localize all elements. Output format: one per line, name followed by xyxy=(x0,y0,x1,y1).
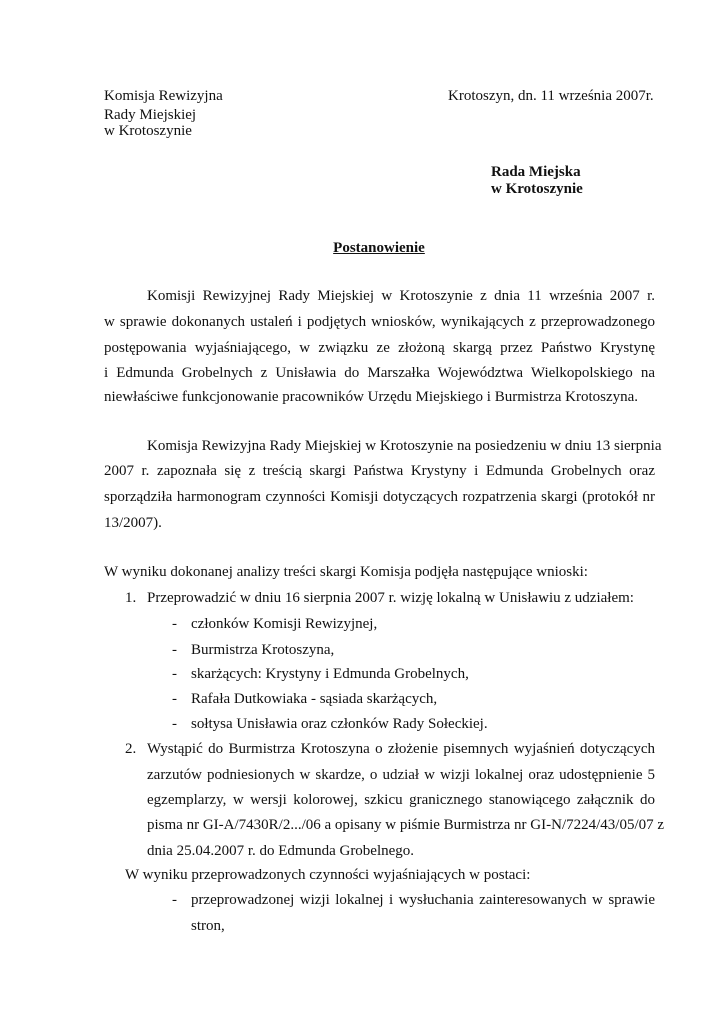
list-dash: - xyxy=(172,666,177,682)
conclusions-intro: W wyniku dokonanej analizy treści skargi Komisja podjęła następujące wnioski: xyxy=(104,564,588,580)
para1-line: i Edmunda Grobelnych z Unisławia do Marszałka Województwa Wielkopolskiego na xyxy=(104,365,655,381)
list-dash: - xyxy=(172,642,177,658)
item-2-line: Wystąpić do Burmistrza Krotoszyna o złożenie pisemnych wyjaśnień dotyczących xyxy=(147,741,655,757)
list-item: skarżących: Krystyny i Edmunda Grobelnych, xyxy=(191,666,469,682)
item-1-number: 1. xyxy=(125,590,137,606)
list-dash: - xyxy=(172,716,177,732)
para1-line: niewłaściwe funkcjonowanie pracowników Urzędu Miejskiego i Burmistrza Krotoszyna. xyxy=(104,389,639,405)
recipient-line-2: w Krotoszynie xyxy=(491,181,583,197)
item-2-number: 2. xyxy=(125,741,137,757)
para1-line: postępowania wyjaśniającego, w związku ze złożoną skargą przez Państwo Krystynę xyxy=(104,340,655,356)
item-2-line: zarzutów podniesionych w skardze, o udział w wizji lokalnej oraz udostępnienie 5 xyxy=(147,767,655,783)
item-2-line: egzemplarzy, w wersji kolorowej, szkicu granicznego stanowiącego załącznik do xyxy=(147,792,655,808)
para1-line: w sprawie dokonanych ustaleń i podjętych wniosków, wynikających z przeprowadzonego xyxy=(104,314,655,330)
list-dash: - xyxy=(172,616,177,632)
para1-line: Komisji Rewizyjnej Rady Miejskiej w Krotoszynie z dnia 11 września 2007 r. xyxy=(147,288,655,304)
results-line: stron, xyxy=(191,918,225,934)
list-dash: - xyxy=(172,691,177,707)
para2-line: 13/2007). xyxy=(104,515,162,531)
item-2-line: pisma nr GI-A/7430R/2.../06 a opisany w piśmie Burmistrza nr GI-N/7224/43/05/07 z xyxy=(147,817,665,833)
list-dash: - xyxy=(172,892,177,908)
list-item: Burmistrza Krotoszyna, xyxy=(191,642,335,658)
item-2-line: dnia 25.04.2007 r. do Edmunda Grobelnego. xyxy=(147,843,415,859)
sender-line-3: w Krotoszynie xyxy=(104,123,192,139)
item-1-text: Przeprowadzić w dniu 16 sierpnia 2007 r. wizję lokalną w Unisławiu z udziałem: xyxy=(147,590,634,606)
list-item: sołtysa Unisławia oraz członków Rady Sołeckiej. xyxy=(191,716,488,732)
para2-line: 2007 r. zapoznała się z treścią skargi Państwa Krystyny i Edmunda Grobelnych oraz xyxy=(104,463,655,479)
list-item: Rafała Dutkowiaka - sąsiada skarżących, xyxy=(191,691,438,707)
sender-line-1: Komisja Rewizyjna xyxy=(104,88,223,104)
list-item: członków Komisji Rewizyjnej, xyxy=(191,616,378,632)
para2-line: Komisja Rewizyjna Rady Miejskiej w Krotoszynie na posiedzeniu w dniu 13 sierpnia xyxy=(147,438,662,454)
document-title: Postanowienie xyxy=(333,240,425,256)
recipient-line-1: Rada Miejska xyxy=(491,164,581,180)
results-intro: W wyniku przeprowadzonych czynności wyjaśniających w postaci: xyxy=(125,867,531,883)
para2-line: sporządziła harmonogram czynności Komisji dotyczących rozpatrzenia skargi (protokół nr xyxy=(104,489,655,505)
results-line: przeprowadzonej wizji lokalnej i wysłuchania zainteresowanych w sprawie xyxy=(191,892,655,908)
place-date: Krotoszyn, dn. 11 września 2007r. xyxy=(448,88,654,104)
sender-line-2: Rady Miejskiej xyxy=(104,107,197,123)
